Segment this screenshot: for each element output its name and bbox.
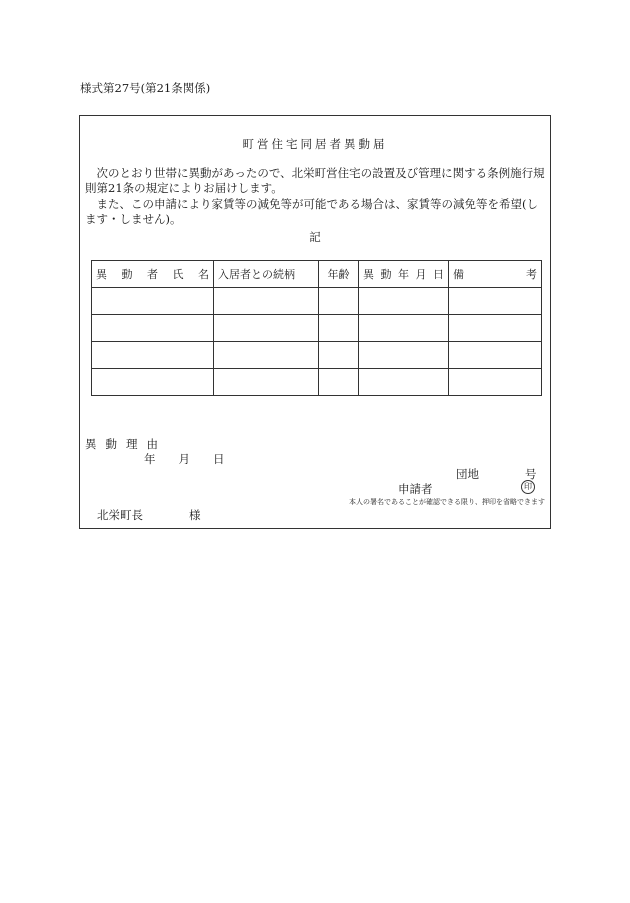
notice-paragraph: 次のとおり世帯に異動があったので、北栄町営住宅の設置及び管理に関する条例施行規則第21条の規定によりお届けします。 [85,166,545,195]
reduction-paragraph: また、この申請により家賃等の減免等が可能である場合は、家賃等の減免等を希望(します・しません)。 [85,197,538,226]
applicant-label: 申請者 [398,482,433,496]
header-age: 年齢 [319,261,359,288]
date-line[interactable]: 年 月 日 [144,452,225,466]
cell-age[interactable] [319,288,359,315]
cell-age[interactable] [319,315,359,342]
table-row [92,369,542,396]
reason-label: 異動理由 [85,437,167,451]
cell-remarks[interactable] [449,369,542,396]
cell-move-date[interactable] [359,288,449,315]
cell-name[interactable] [92,369,214,396]
cell-remarks[interactable] [449,342,542,369]
cell-relation[interactable] [214,315,319,342]
signature-note: 本人の署名であることが確認できる限り、押印を省略できます [349,498,545,506]
cell-name[interactable] [92,342,214,369]
cell-relation[interactable] [214,288,319,315]
header-relation: 入居者との続柄 [214,261,319,288]
form-frame [79,115,551,529]
cell-relation[interactable] [214,369,319,396]
header-name: 異 動 者 氏 名 [92,261,214,288]
cell-move-date[interactable] [359,342,449,369]
housing-unit-line[interactable]: 団地 号 [456,467,537,481]
addressee-line: 北栄町長 様 [97,508,201,522]
ki-label: 記 [309,230,321,244]
header-remarks: 備 考 [449,261,542,288]
cell-age[interactable] [319,369,359,396]
table-header-row [92,261,542,288]
cell-age[interactable] [319,342,359,369]
mover-table [91,260,542,396]
table-row [92,315,542,342]
form-title: 町営住宅同居者異動届 [242,137,388,151]
form-number: 様式第27号(第21条関係) [80,81,211,95]
cell-remarks[interactable] [449,288,542,315]
cell-name[interactable] [92,288,214,315]
cell-name[interactable] [92,315,214,342]
cell-move-date[interactable] [359,315,449,342]
header-move-date: 異 動 年 月 日 [359,261,449,288]
table-row [92,288,542,315]
cell-relation[interactable] [214,342,319,369]
seal-icon: 印 [521,480,535,494]
cell-remarks[interactable] [449,315,542,342]
table-row [92,342,542,369]
cell-move-date[interactable] [359,369,449,396]
